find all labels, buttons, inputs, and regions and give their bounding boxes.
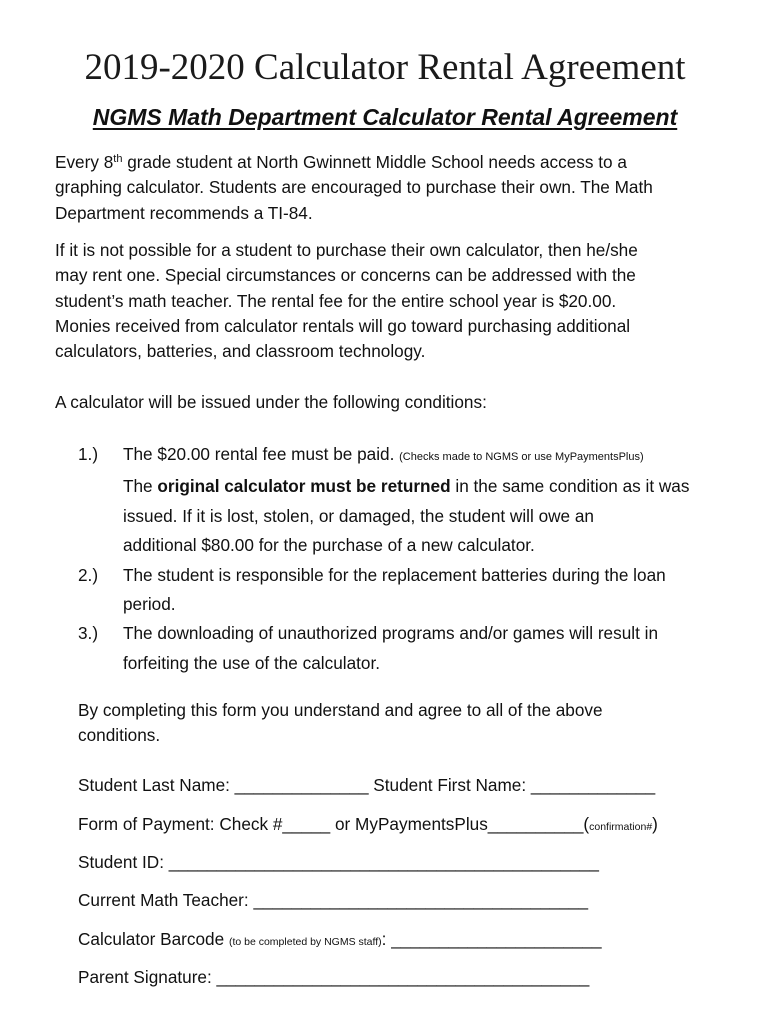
payment-field-label: Form of Payment: Check #_____ or MyPaymentsPlus__________(: [78, 814, 590, 834]
intro-paragraph: [55, 150, 745, 226]
rental-paragraph: [55, 238, 745, 364]
condition-1-text: The $20.00 rental fee must be paid.: [123, 444, 395, 464]
condition-number: 3.): [78, 623, 99, 644]
condition-item-3: [78, 619, 738, 678]
rental-line: If it is not possible for a student to purchase their own calculator, then he/she: [55, 240, 638, 260]
name-fields-row: [78, 773, 655, 797]
agreement-line-1: By completing this form you understand and agree to all of the above: [78, 700, 603, 720]
condition-2-line-1: The student is responsible for the replacement batteries during the loan: [123, 564, 666, 585]
parent-signature-field[interactable]: Parent Signature: _______________________________________: [78, 967, 590, 987]
student-last-name-field[interactable]: Student Last Name: ______________: [78, 775, 369, 795]
payment-field-close: ): [652, 814, 658, 834]
agreement-line-2: conditions.: [78, 725, 161, 746]
rental-line: student’s math teacher. The rental fee for the entire school year is $20.00.: [55, 290, 617, 311]
condition-1-line-4: additional $80.00 for the purchase of a new calculator.: [123, 535, 535, 556]
page-subtitle: NGMS Math Department Calculator Rental Agreement: [92, 104, 678, 130]
rental-line: Monies received from calculator rentals will go toward purchasing additional: [55, 315, 631, 336]
payment-field-note: confirmation#: [589, 821, 653, 833]
ordinal-suffix: th: [113, 153, 123, 165]
condition-1-line-2: [123, 472, 738, 501]
condition-item-1: [78, 440, 738, 561]
condition-number: 2.): [78, 564, 99, 585]
page-title: 2019-2020 Calculator Rental Agreement: [84, 47, 686, 88]
condition-1-line-2-pre: The: [123, 476, 158, 497]
rental-line: may rent one. Special circumstances or concerns can be addressed with the: [55, 265, 636, 286]
barcode-field-note: (to be completed by NGMS staff): [228, 936, 382, 948]
agreement-statement: [78, 698, 738, 749]
calculator-barcode-field[interactable]: [78, 927, 602, 954]
condition-2-line-2: period.: [123, 594, 176, 615]
condition-3-line-1: The downloading of unauthorized programs and/or games will result in: [123, 623, 659, 644]
barcode-field-label: Calculator Barcode: [78, 929, 229, 949]
conditions-list: [78, 440, 738, 678]
intro-line-2: graphing calculator. Students are encouraged to purchase their own. The Math: [55, 177, 653, 198]
conditions-intro: A calculator will be issued under the following conditions:: [55, 392, 487, 412]
math-teacher-field[interactable]: Current Math Teacher: ___________________________________: [78, 890, 589, 910]
rental-line: calculators, batteries, and classroom technology.: [55, 341, 426, 362]
intro-line-3: Department recommends a TI-84.: [55, 202, 313, 223]
condition-1-emphasis: original calculator must be returned: [157, 476, 451, 497]
student-id-field[interactable]: Student ID: _____________________________________________: [78, 852, 599, 872]
condition-3-line-2: forfeiting the use of the calculator.: [123, 652, 381, 673]
condition-1-note: (Checks made to NGMS or use MyPaymentsPlus): [399, 451, 644, 463]
condition-1-line-2-post: in the same condition as it was: [450, 476, 690, 497]
student-first-name-field[interactable]: Student First Name: _____________: [368, 775, 656, 795]
payment-field[interactable]: [78, 812, 658, 839]
barcode-field-line: : ______________________: [381, 929, 602, 949]
intro-line-1: [55, 150, 745, 175]
condition-1-line-3: issued. If it is lost, stolen, or damaged, the student will owe an: [123, 505, 594, 526]
condition-number: 1.): [78, 444, 99, 464]
intro-line-1-pre: Every 8: [55, 152, 114, 172]
condition-item-2: [78, 561, 738, 620]
condition-1-line-1: [123, 440, 738, 472]
intro-line-1-post: grade student at North Gwinnett Middle School needs access to a: [122, 152, 627, 172]
